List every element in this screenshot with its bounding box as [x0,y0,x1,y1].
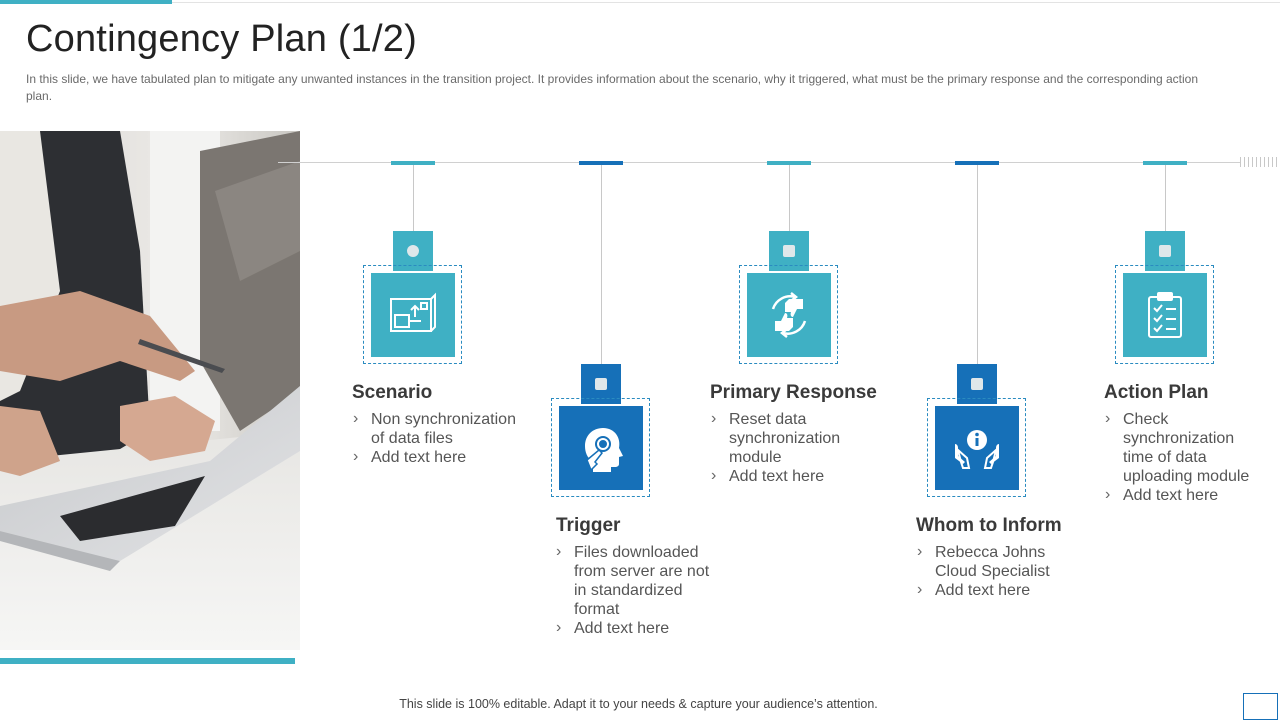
step-list-trigger [555,543,725,638]
page-subtitle: In this slide, we have tabulated plan to mitigate any unwanted instances in the transition project. It provides information about the scenario, why it triggered, what must be the primary response and the corresponding action plan. [26,72,1198,103]
hands-info-icon [935,406,1019,490]
list-item: › Add text here [352,448,532,467]
top-accent-bar [0,0,172,4]
list-item: › Reset data synchronization module [710,410,870,467]
list-item: › Non synchronization of data files [352,410,532,448]
step-list-action-plan [1104,410,1264,505]
list-item: › Files downloaded from server are not in standardized format [555,543,725,619]
step-title-scenario: Scenario [352,382,433,403]
top-divider [172,2,1280,3]
footer-note [0,697,1280,711]
timeline-end-ticks [1240,157,1280,167]
step-title-whom-to-inform: Whom to Inform [916,515,1062,536]
photo-accent-bar [0,658,295,664]
step-list-scenario [352,410,532,467]
head-touch-icon [559,406,643,490]
hanger-line-scenario [413,165,414,231]
list-item: › Add text here [710,467,870,486]
hanger-line-whom-to-inform [977,165,978,364]
page-title: Contingency Plan (1/2) [26,18,417,60]
list-item: › Add text here [1104,486,1264,505]
hanger-line-trigger [601,165,602,364]
list-item: › Check synchronization time of data uploading module [1104,410,1264,486]
thumbs-cycle-icon [747,273,831,357]
step-list-whom-to-inform [916,543,1076,600]
list-item: › Rebecca Johns Cloud Specialist [916,543,1076,581]
list-item: › Add text here [916,581,1076,600]
step-title-trigger: Trigger [556,515,621,536]
hanger-line-primary-response [789,165,790,231]
list-item: › Add text here [555,619,725,638]
business-meeting-photo [0,131,300,650]
corner-box [1243,693,1278,720]
blueprint-icon [371,273,455,357]
footer-text: This slide is 100% editable. Adapt it to your needs & capture your audience’s attention. [399,697,878,711]
step-title-action-plan: Action Plan [1104,382,1209,403]
clipboard-checklist-icon [1123,273,1207,357]
hanger-line-action-plan [1165,165,1166,231]
step-list-primary-response [710,410,870,486]
step-title-primary-response: Primary Response [710,382,877,403]
